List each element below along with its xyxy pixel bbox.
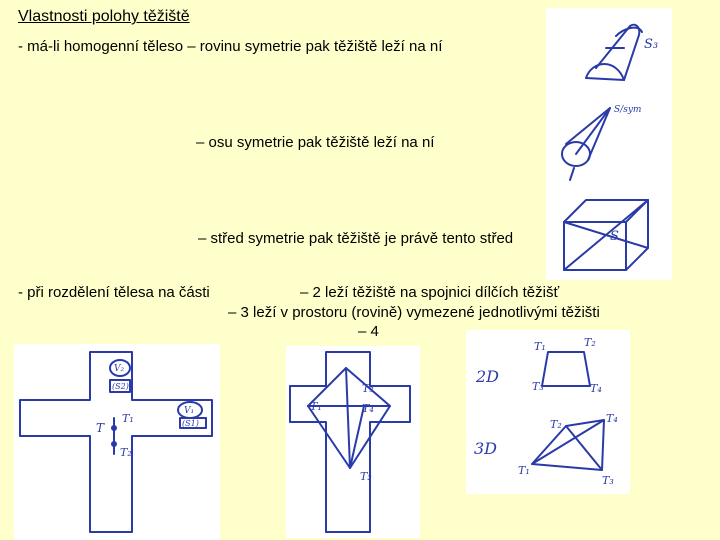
text-four-parts: – 4 (358, 323, 379, 340)
label-s-sym: S/sym (614, 105, 642, 115)
label-t4-cross: T₄ (362, 402, 374, 415)
text-three-parts: – 3 leží v prostoru (rovině) vymezené jednotlivými těžišti (228, 304, 600, 321)
text-axis-symmetry: – osu symetrie pak těžiště leží na ní (196, 134, 435, 151)
sketch-cross-four-parts (286, 346, 420, 538)
label-2d-t4: T₄ (590, 382, 602, 395)
label-t2-cross: T₂ (360, 470, 372, 483)
label-t: T (96, 421, 105, 435)
label-2d-t2: T₂ (584, 336, 596, 349)
cone-drawing (562, 108, 610, 180)
cube-drawing (564, 200, 648, 270)
label-t1-cross: T₁ (310, 400, 322, 413)
label-3d-t4: T₄ (606, 412, 618, 425)
label-v2: V₂ (114, 364, 125, 374)
prism-drawing (586, 25, 642, 80)
label-v2-sub: (S2) (112, 382, 129, 391)
text-division-parts: - při rozdělení tělesa na části (18, 284, 210, 301)
label-3d: 3D (474, 439, 498, 458)
label-t2: T₂ (120, 446, 132, 459)
label-v1-sub: (S1) (182, 419, 199, 428)
tetrahedron-drawing (532, 420, 604, 470)
centroid-point (111, 425, 117, 431)
label-v1: V₁ (184, 406, 195, 416)
label-t1: T₁ (122, 412, 134, 425)
text-plane-symmetry: - má-li homogenní těleso – rovinu symetrie pak těžiště leží na ní (18, 38, 443, 55)
label-t3-cross: T₃ (362, 382, 374, 395)
label-3d-t1: T₁ (518, 464, 530, 477)
sketch-cross-two-parts (14, 344, 220, 540)
text-center-symmetry: – střed symetrie pak těžiště je právě tento střed (198, 230, 514, 247)
slide-title: Vlastnosti polohy těžiště (18, 8, 190, 25)
sketch-2d-3d-centroids (466, 330, 630, 494)
label-s: S (610, 229, 619, 244)
label-s3: S₃ (644, 37, 659, 52)
quadrilateral-drawing (542, 352, 590, 386)
label-2d-t1: T₁ (534, 340, 546, 353)
label-2d-t3: T₃ (532, 380, 544, 393)
label-3d-t3: T₃ (602, 474, 614, 487)
label-3d-t2: T₂ (550, 418, 562, 431)
label-2d: 2D (476, 367, 500, 386)
sketch-symmetry-bodies (546, 8, 672, 280)
text-two-parts: – 2 leží těžiště na spojnici dílčích těžišť (300, 284, 560, 301)
